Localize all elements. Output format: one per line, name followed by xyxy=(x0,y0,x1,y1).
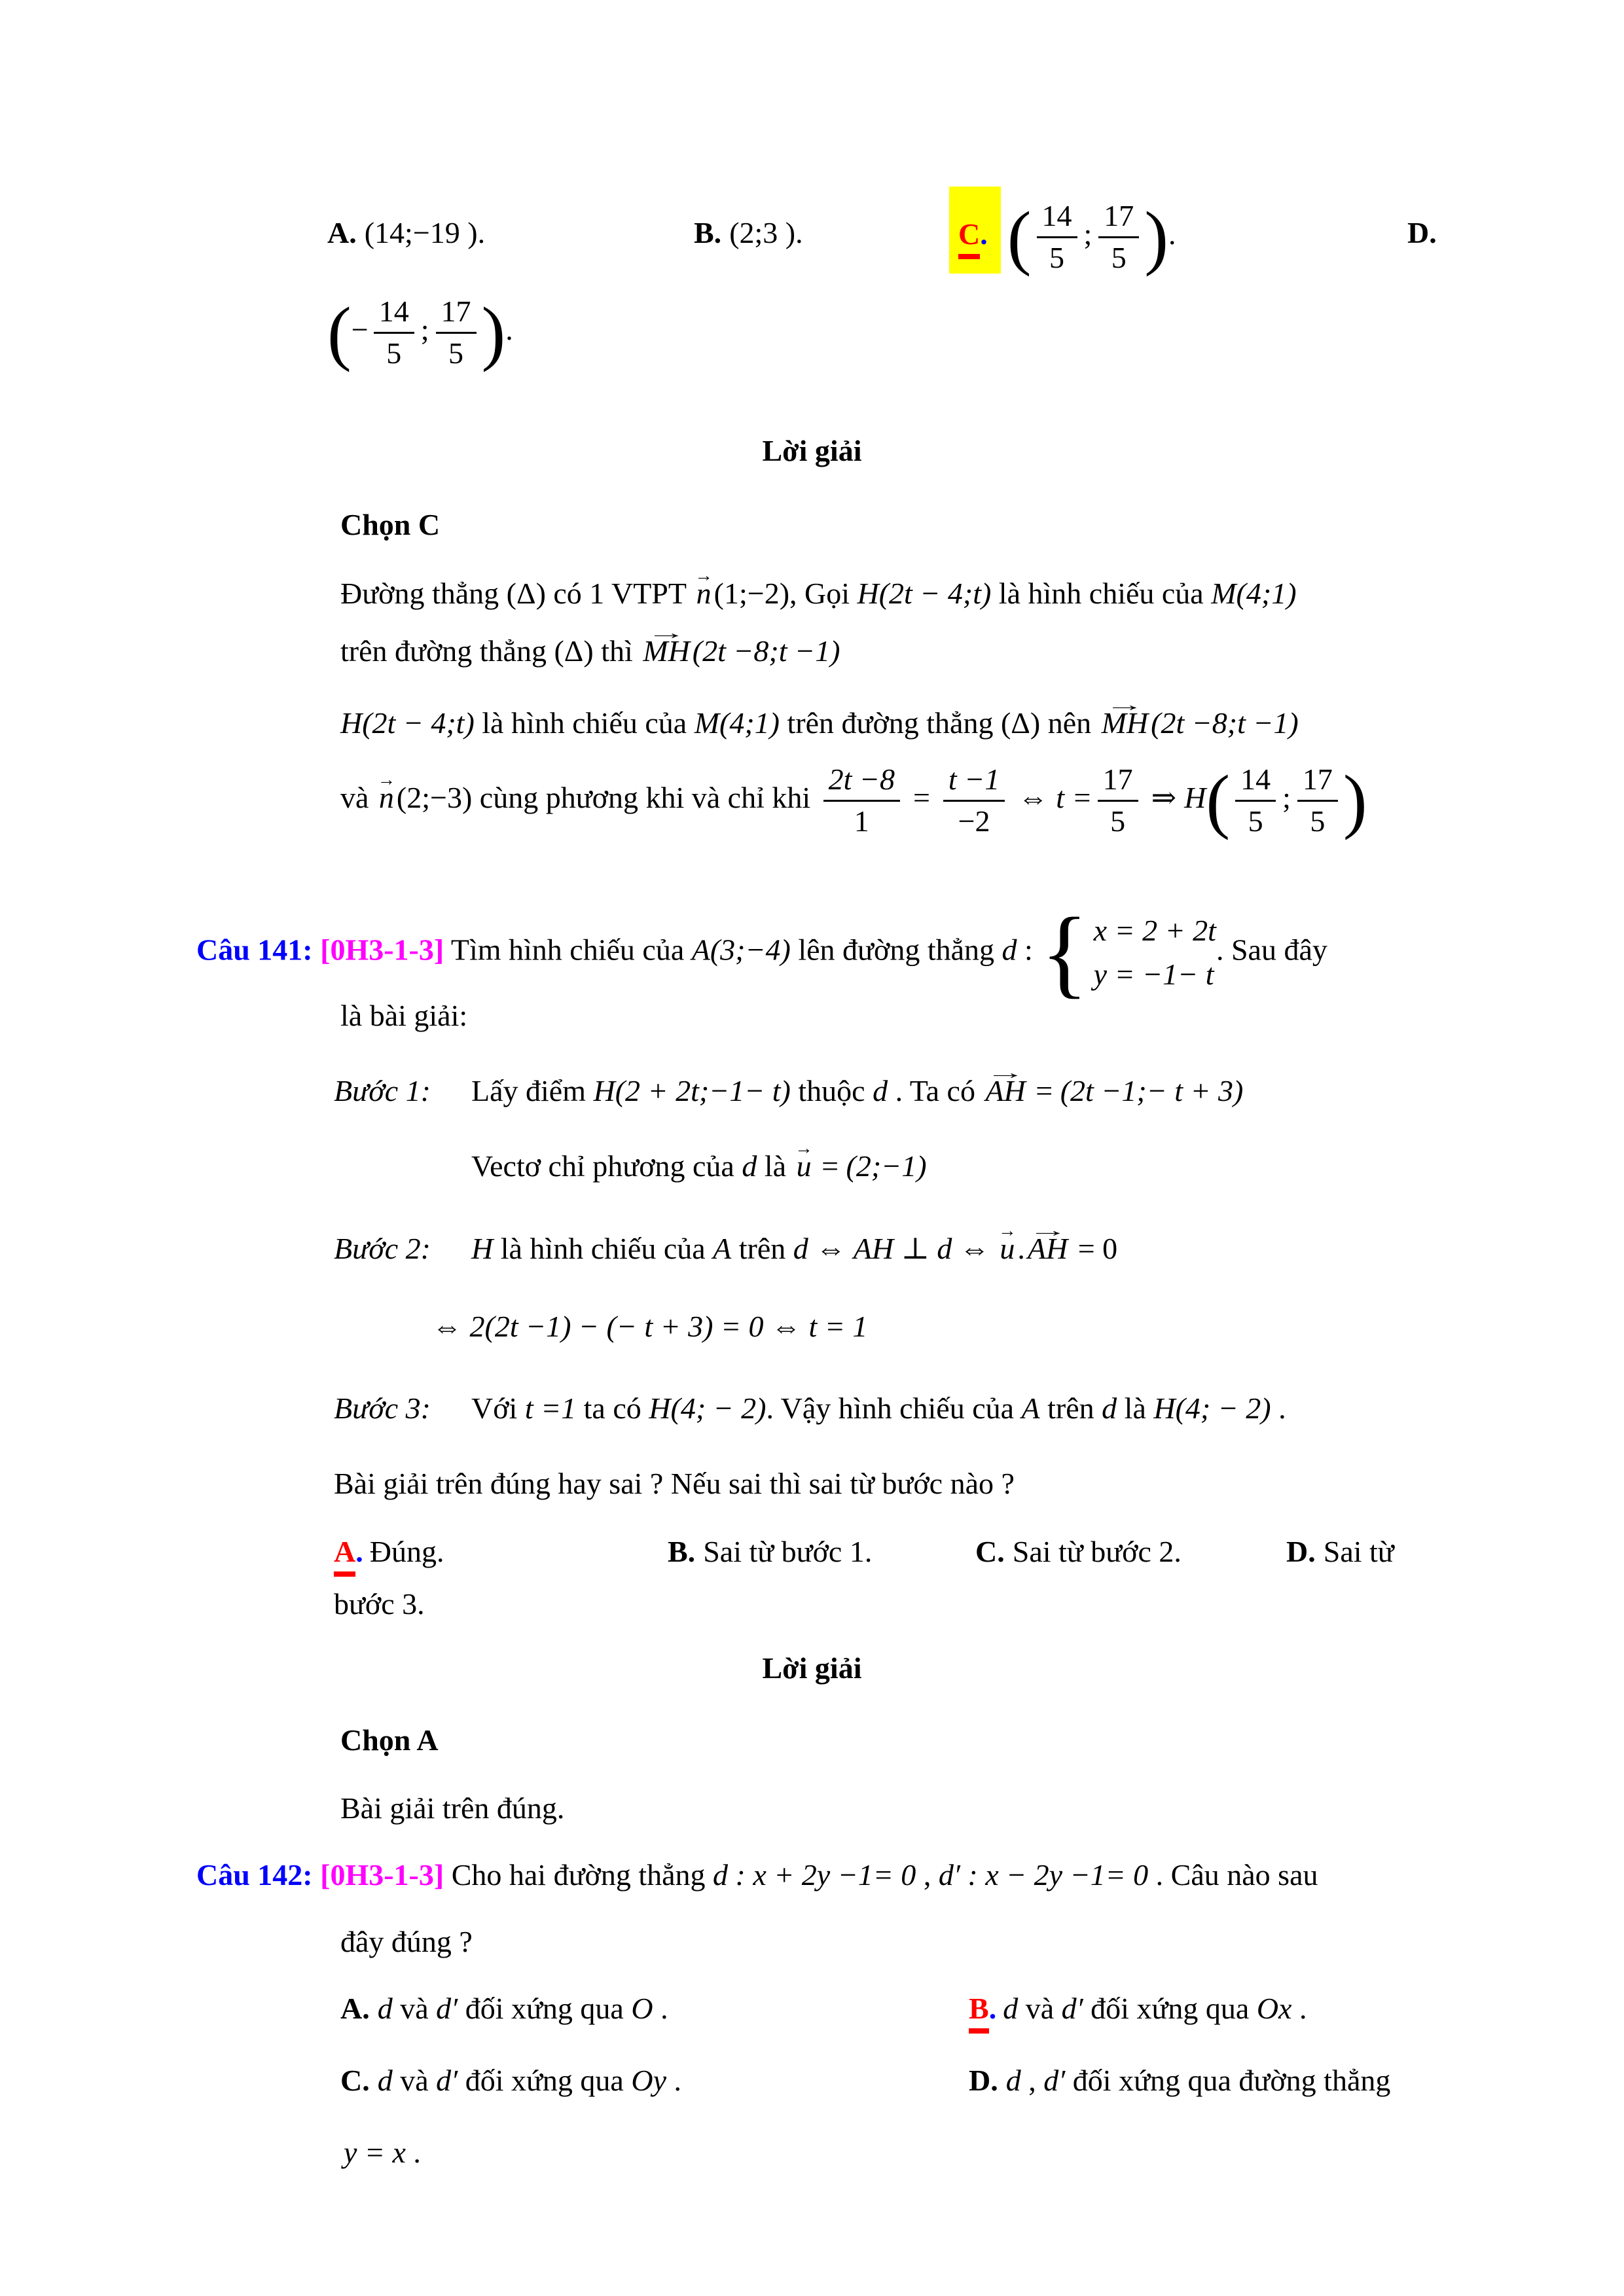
iff-arrow: ⇔ xyxy=(1018,780,1049,814)
text: trên đường thẳng (Δ) thì xyxy=(340,634,641,668)
option-c-label: C. xyxy=(975,1535,1005,1568)
option-c-label: C xyxy=(958,217,980,259)
math: d xyxy=(377,2064,393,2097)
vector-MH: MH → xyxy=(1102,706,1149,740)
text: . Sau đây xyxy=(1216,933,1327,967)
option-d-label: D. xyxy=(1286,1535,1316,1568)
close-paren: ) xyxy=(1343,761,1367,841)
text: trên xyxy=(731,1232,793,1265)
option-d-value xyxy=(327,295,513,371)
step-1 xyxy=(334,1073,1243,1108)
math: d xyxy=(1001,933,1017,967)
step-2-line-2: ⇔ 2(2t −1) − (− t + 3) = 0 ⇔ t = 1 xyxy=(432,1310,868,1343)
open-paren: ( xyxy=(327,293,352,373)
text: Lấy điểm xyxy=(471,1074,594,1107)
option-b-q141 xyxy=(668,1534,872,1569)
option-c-label: C. xyxy=(340,2064,370,2097)
math: Oy xyxy=(631,2064,666,2097)
option-d-text: Sai từ xyxy=(1323,1535,1394,1568)
text: trên xyxy=(1039,1391,1102,1425)
text: (1;−2), Gọi xyxy=(713,577,857,610)
question-141 xyxy=(196,897,1327,1007)
text: đối xứng qua xyxy=(458,2064,632,2097)
dot-operator: . xyxy=(1017,1232,1025,1265)
text: đối xứng qua xyxy=(458,1992,632,2025)
text: (2;−3) cùng phương khi và chỉ khi xyxy=(396,780,811,814)
option-c-label-dot: . xyxy=(980,217,988,251)
option-a-label: A. xyxy=(327,216,357,249)
option-c-q140 xyxy=(949,187,1176,276)
text: là hình chiếu của xyxy=(493,1232,713,1265)
equals-sign: = xyxy=(814,1149,846,1183)
text: . xyxy=(666,2064,681,2097)
math: d xyxy=(1102,1391,1117,1425)
step-1-label: Bước 1: xyxy=(334,1074,431,1107)
option-a-label-dot: . xyxy=(355,1535,363,1568)
option-d-q140 xyxy=(1407,215,1445,250)
fraction: $\frac{14}{5}$ xyxy=(1235,762,1276,839)
option-a-label: A xyxy=(334,1535,355,1577)
math: H(4; − 2) xyxy=(1153,1391,1271,1425)
text: là hình chiếu của xyxy=(991,577,1212,610)
math: (2t −8;t −1) xyxy=(692,634,840,668)
vector-MH: MH → xyxy=(643,634,690,668)
math: d′ : x − 2y −1= 0 xyxy=(938,1858,1149,1892)
option-a-q142 xyxy=(340,1991,668,2026)
option-b-text: (2;3 ). xyxy=(729,216,803,249)
step-2 xyxy=(334,1230,1117,1266)
math: d′ xyxy=(436,1992,458,2025)
fraction: $\frac{14}{5}$ xyxy=(374,295,414,371)
text: Vectơ chỉ phương của xyxy=(471,1149,742,1183)
text: và xyxy=(392,1992,437,2025)
solution-line-1 xyxy=(340,576,1297,611)
option-b-label: B xyxy=(969,1992,989,2034)
math: d′ xyxy=(436,2064,458,2097)
math: d′ xyxy=(1043,2064,1066,2097)
math: M(4;1) xyxy=(1211,577,1297,610)
math: O xyxy=(631,1992,653,2025)
solution-line-3 xyxy=(340,706,1299,740)
fraction: $\frac{2t -8}{1}$ xyxy=(823,762,900,839)
equals-sign: = xyxy=(1028,1074,1060,1107)
text: Với xyxy=(471,1391,525,1425)
question-number: Câu 142: xyxy=(196,1858,313,1892)
math: y = x xyxy=(344,2136,406,2169)
text: . xyxy=(653,1992,668,2025)
option-b-label: B. xyxy=(668,1535,696,1568)
vector-n: n → xyxy=(379,780,394,815)
fraction: $\frac{14}{5}$ xyxy=(1037,199,1077,276)
math: (2t −8;t −1) xyxy=(1151,706,1299,740)
text: lên đường thẳng xyxy=(790,933,1002,967)
fraction: $\frac{17}{5}$ xyxy=(436,295,477,371)
option-b-q142 xyxy=(969,1991,1307,2026)
math: d xyxy=(742,1149,757,1183)
math: H xyxy=(1184,780,1206,814)
math: A(3;−4) xyxy=(691,933,791,967)
iff-arrow: ⇔ xyxy=(808,1232,854,1265)
text: trên đường thẳng (Δ) nên xyxy=(780,706,1099,740)
text: . xyxy=(1271,1391,1286,1425)
text: là xyxy=(1117,1391,1154,1425)
solution-heading: Lời giải xyxy=(762,1651,862,1685)
math: (2t −1;− t + 3) xyxy=(1060,1074,1244,1107)
math: t = xyxy=(1056,780,1092,814)
open-paren: ( xyxy=(1007,197,1032,278)
solution-body: Bài giải trên đúng. xyxy=(340,1791,565,1825)
question-142 xyxy=(196,1857,1318,1892)
solution-line-2 xyxy=(340,634,840,668)
text: là hình chiếu của xyxy=(474,706,695,740)
correct-answer-highlight xyxy=(949,187,1001,274)
text: . xyxy=(1291,1992,1307,2025)
question-141-cont: là bài giải: xyxy=(340,999,468,1032)
option-d-label: D. xyxy=(1407,216,1437,249)
option-d-q142-wrap xyxy=(344,2135,421,2170)
option-a-label: A. xyxy=(340,1992,370,2025)
semicolon: ; xyxy=(1282,780,1291,814)
solution-heading: Lời giải xyxy=(762,434,862,467)
option-a-q140 xyxy=(327,215,485,250)
option-a-text: (14;−19 ). xyxy=(364,216,486,249)
vector-n: n → xyxy=(696,576,712,611)
math: M(4;1) xyxy=(694,706,780,740)
math: d xyxy=(1003,1992,1019,2025)
math: (2;−1) xyxy=(846,1149,927,1183)
option-d-label: D. xyxy=(969,2064,998,2097)
text: . xyxy=(405,2136,421,2169)
equals-sign: = xyxy=(912,780,930,814)
period: . xyxy=(1168,217,1176,251)
iff-arrow: ⇔ xyxy=(952,1232,998,1265)
close-paren: ) xyxy=(1144,197,1169,278)
option-a-text: Đúng. xyxy=(369,1535,444,1568)
math: d xyxy=(793,1232,808,1265)
equals-zero: = 0 xyxy=(1070,1232,1118,1265)
math: H(2t − 4;t) xyxy=(340,706,475,740)
step-2-label: Bước 2: xyxy=(334,1232,431,1265)
open-paren: ( xyxy=(1206,761,1231,841)
vector-AH: AH → xyxy=(1028,1231,1068,1266)
text: . Câu nào sau xyxy=(1148,1858,1318,1892)
math: A xyxy=(1021,1391,1040,1425)
step-1-line-2 xyxy=(471,1149,927,1183)
text: và xyxy=(340,780,376,814)
option-b-text: Sai từ bước 1. xyxy=(703,1535,873,1568)
step-3-label: Bước 3: xyxy=(334,1391,431,1425)
option-c-text: Sai từ bước 2. xyxy=(1012,1535,1182,1568)
semicolon: ; xyxy=(1083,217,1092,251)
text: ta có xyxy=(576,1391,649,1425)
equation-system: x = 2 + 2t y = −1− t xyxy=(1093,914,1216,991)
math: Ox xyxy=(1256,1992,1292,2025)
text: thuộc xyxy=(790,1074,873,1107)
text: là xyxy=(757,1149,794,1183)
option-d-q142 xyxy=(969,2063,1390,2098)
close-paren: ) xyxy=(481,293,506,373)
text: . Vậy hình chiếu của xyxy=(766,1391,1022,1425)
option-d-q141-wrap: bước 3. xyxy=(334,1587,425,1621)
math: d xyxy=(873,1074,888,1107)
chosen-answer: Chọn A xyxy=(340,1723,439,1757)
math: H(2 + 2t;−1− t) xyxy=(593,1074,791,1107)
option-b-label-dot: . xyxy=(988,1992,997,2025)
question-tag: [0H3-1-3] xyxy=(320,1858,444,1892)
period: . xyxy=(505,312,513,346)
text: , xyxy=(1020,2064,1044,2097)
chosen-answer: Chọn C xyxy=(340,508,441,541)
vector-u: u → xyxy=(797,1149,812,1183)
option-c-q141 xyxy=(975,1534,1182,1569)
text: đối xứng qua đường thẳng xyxy=(1065,2064,1391,2097)
fraction: $\frac{17}{5}$ xyxy=(1098,762,1138,839)
colon: : xyxy=(1024,933,1033,967)
math: H(4; − 2) xyxy=(649,1391,767,1425)
option-d-q141 xyxy=(1286,1534,1394,1569)
text: , xyxy=(916,1858,939,1892)
fraction: $\frac{17}{5}$ xyxy=(1098,199,1139,276)
step-3 xyxy=(334,1391,1286,1426)
math: AH ⊥ d xyxy=(853,1232,952,1265)
text: Đường thẳng (Δ) có 1 VTPT xyxy=(340,577,694,610)
question-142-cont: đây đúng ? xyxy=(340,1925,473,1958)
math: d xyxy=(1005,2064,1021,2097)
text: Cho hai đường thẳng xyxy=(451,1858,713,1892)
option-b-label: B. xyxy=(694,216,722,249)
minus-sign: − xyxy=(351,312,369,346)
system-brace: { xyxy=(1040,897,1089,1007)
question-tag: [0H3-1-3] xyxy=(320,933,444,967)
text: đối xứng qua xyxy=(1083,1992,1257,2025)
math: d xyxy=(377,1992,393,2025)
fraction: $\frac{17}{5}$ xyxy=(1297,762,1338,839)
math: H(2t − 4;t) xyxy=(857,577,992,610)
solution-line-4 xyxy=(340,762,1367,839)
text: . Ta có xyxy=(888,1074,983,1107)
text: và xyxy=(392,2064,437,2097)
math: H xyxy=(471,1232,494,1265)
math: A xyxy=(713,1232,732,1265)
option-c-q142 xyxy=(340,2063,681,2098)
option-a-q141 xyxy=(334,1534,444,1569)
implies-arrow: ⇒ xyxy=(1151,780,1177,814)
question-141-ask: Bài giải trên đúng hay sai ? Nếu sai thì sai từ bước nào ? xyxy=(334,1467,1015,1500)
vector-AH: AH → xyxy=(985,1073,1025,1108)
option-b-q140 xyxy=(694,215,803,250)
text: và xyxy=(1018,1992,1062,2025)
vector-u: u → xyxy=(1000,1231,1015,1266)
fraction: $\frac{t -1}{-2}$ xyxy=(943,762,1005,839)
semicolon: ; xyxy=(420,312,429,346)
text: Tìm hình chiếu của xyxy=(450,933,692,967)
math: d′ xyxy=(1061,1992,1083,2025)
question-number: Câu 141: xyxy=(196,933,313,967)
math: d : x + 2y −1= 0 xyxy=(713,1858,916,1892)
math: t =1 xyxy=(524,1391,577,1425)
